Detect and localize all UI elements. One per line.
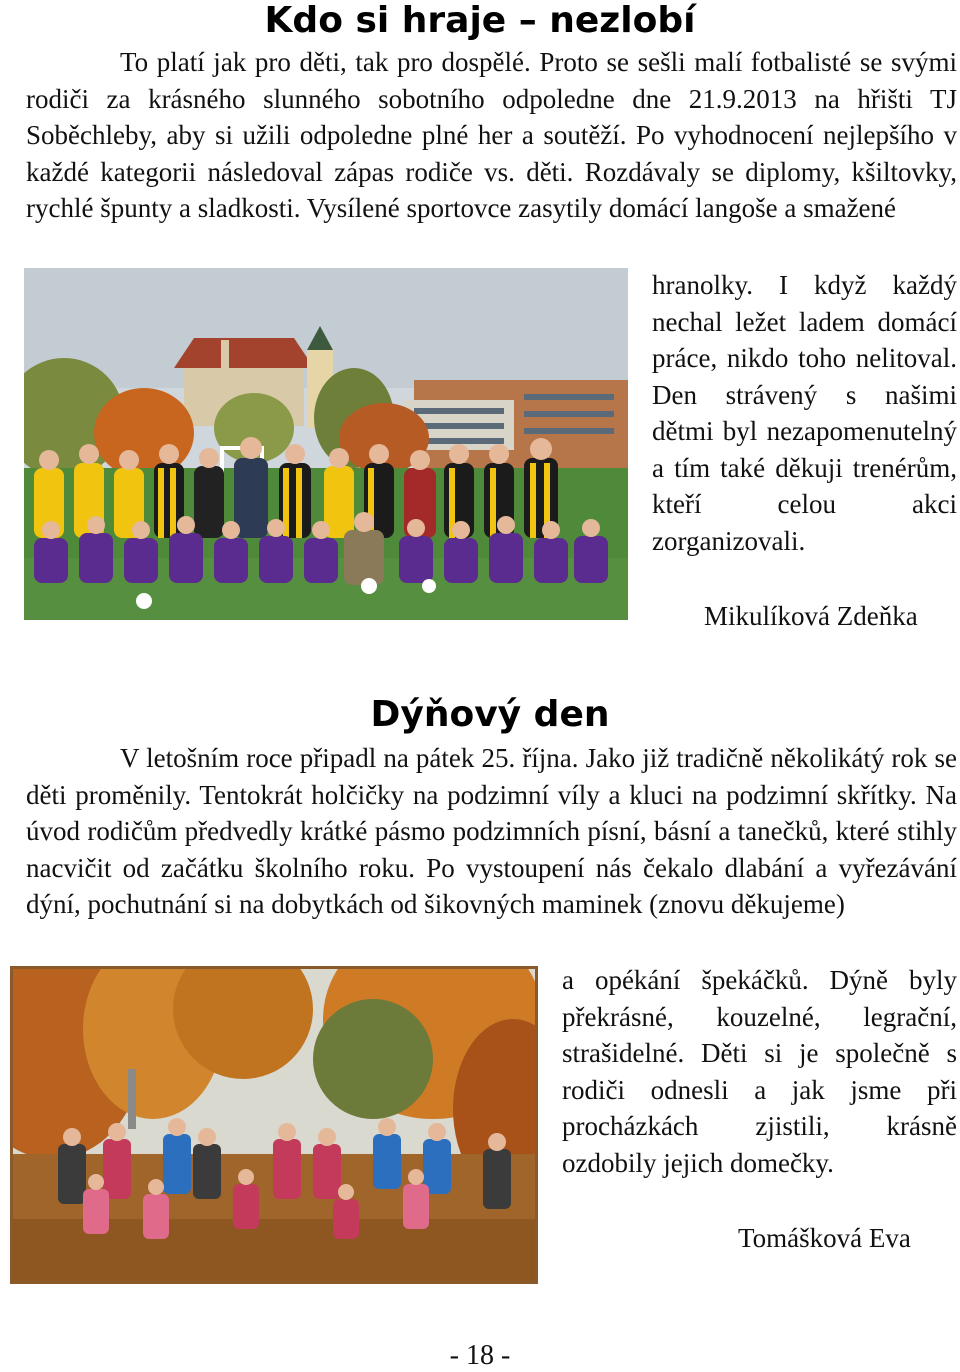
page-number: - 18 - <box>449 1340 511 1371</box>
article2-author: Tomášková Eva <box>738 1223 911 1253</box>
article1-side-text: hranolky. I když každý nechal ležet ladem domácí práce, nikdo toho nelitoval. Den strávený s našimi dětmi byl nezapomenutelný a tím také děkuji trenérům, kteří celou akci zorganizovali. <box>652 270 957 556</box>
article2-paragraph <box>26 740 957 923</box>
article2-side-text: a opékání špekáčků. Dýně byly překrásné, kouzelné, legrační, strašidelné. Děti si je společně s rodiči odnesli a jak jsme při procházkách zjistili, krásně ozdobily jejich domečky. <box>562 965 957 1178</box>
article1-side-paragraph <box>652 267 957 559</box>
article2-side-paragraph <box>562 962 957 1181</box>
football-team-photo <box>24 268 628 620</box>
article1-paragraph-text: To platí jak pro děti, tak pro dospělé. Proto se sešli malí fotbalisté se svými rodiči za krásného slunného sobotního odpoledne dne 21.9.2013 na hřišti TJ Soběchleby, aby si užili odpoledne plné her a soutěží. Po vyhodnocení nejlepšího v každé kategorii následoval zápas rodiče vs. děti. Rozdávaly se diplomy, kšiltovky, rychlé špunty a sladkosti. Vysílené sportovce zasytily domácí langoše a smažené <box>26 47 957 223</box>
article1-paragraph <box>26 44 957 227</box>
article1-author: Mikulíková Zdeňka <box>704 601 918 631</box>
article1-title: Kdo si hraje – nezlobí <box>264 0 696 41</box>
pumpkin-day-photo <box>10 966 538 1284</box>
article2-title: Dýňový den <box>370 694 610 735</box>
article2-paragraph-text: V letošním roce připadl na pátek 25. října. Jako již tradičně několikátý rok se děti proměnily. Tentokrát holčičky na podzimní víly a kluci na podzimní skřítky. Na úvod rodičům předvedly krátké pásmo podzimních písní, básní a tanečků, které stihly nacvičit od začátku školního roku. Po vystoupení nás čekalo dlabání a vyřezávání dýní, pochutnání si na dobytkách od šikovných maminek (znovu děkujeme) <box>26 743 957 919</box>
